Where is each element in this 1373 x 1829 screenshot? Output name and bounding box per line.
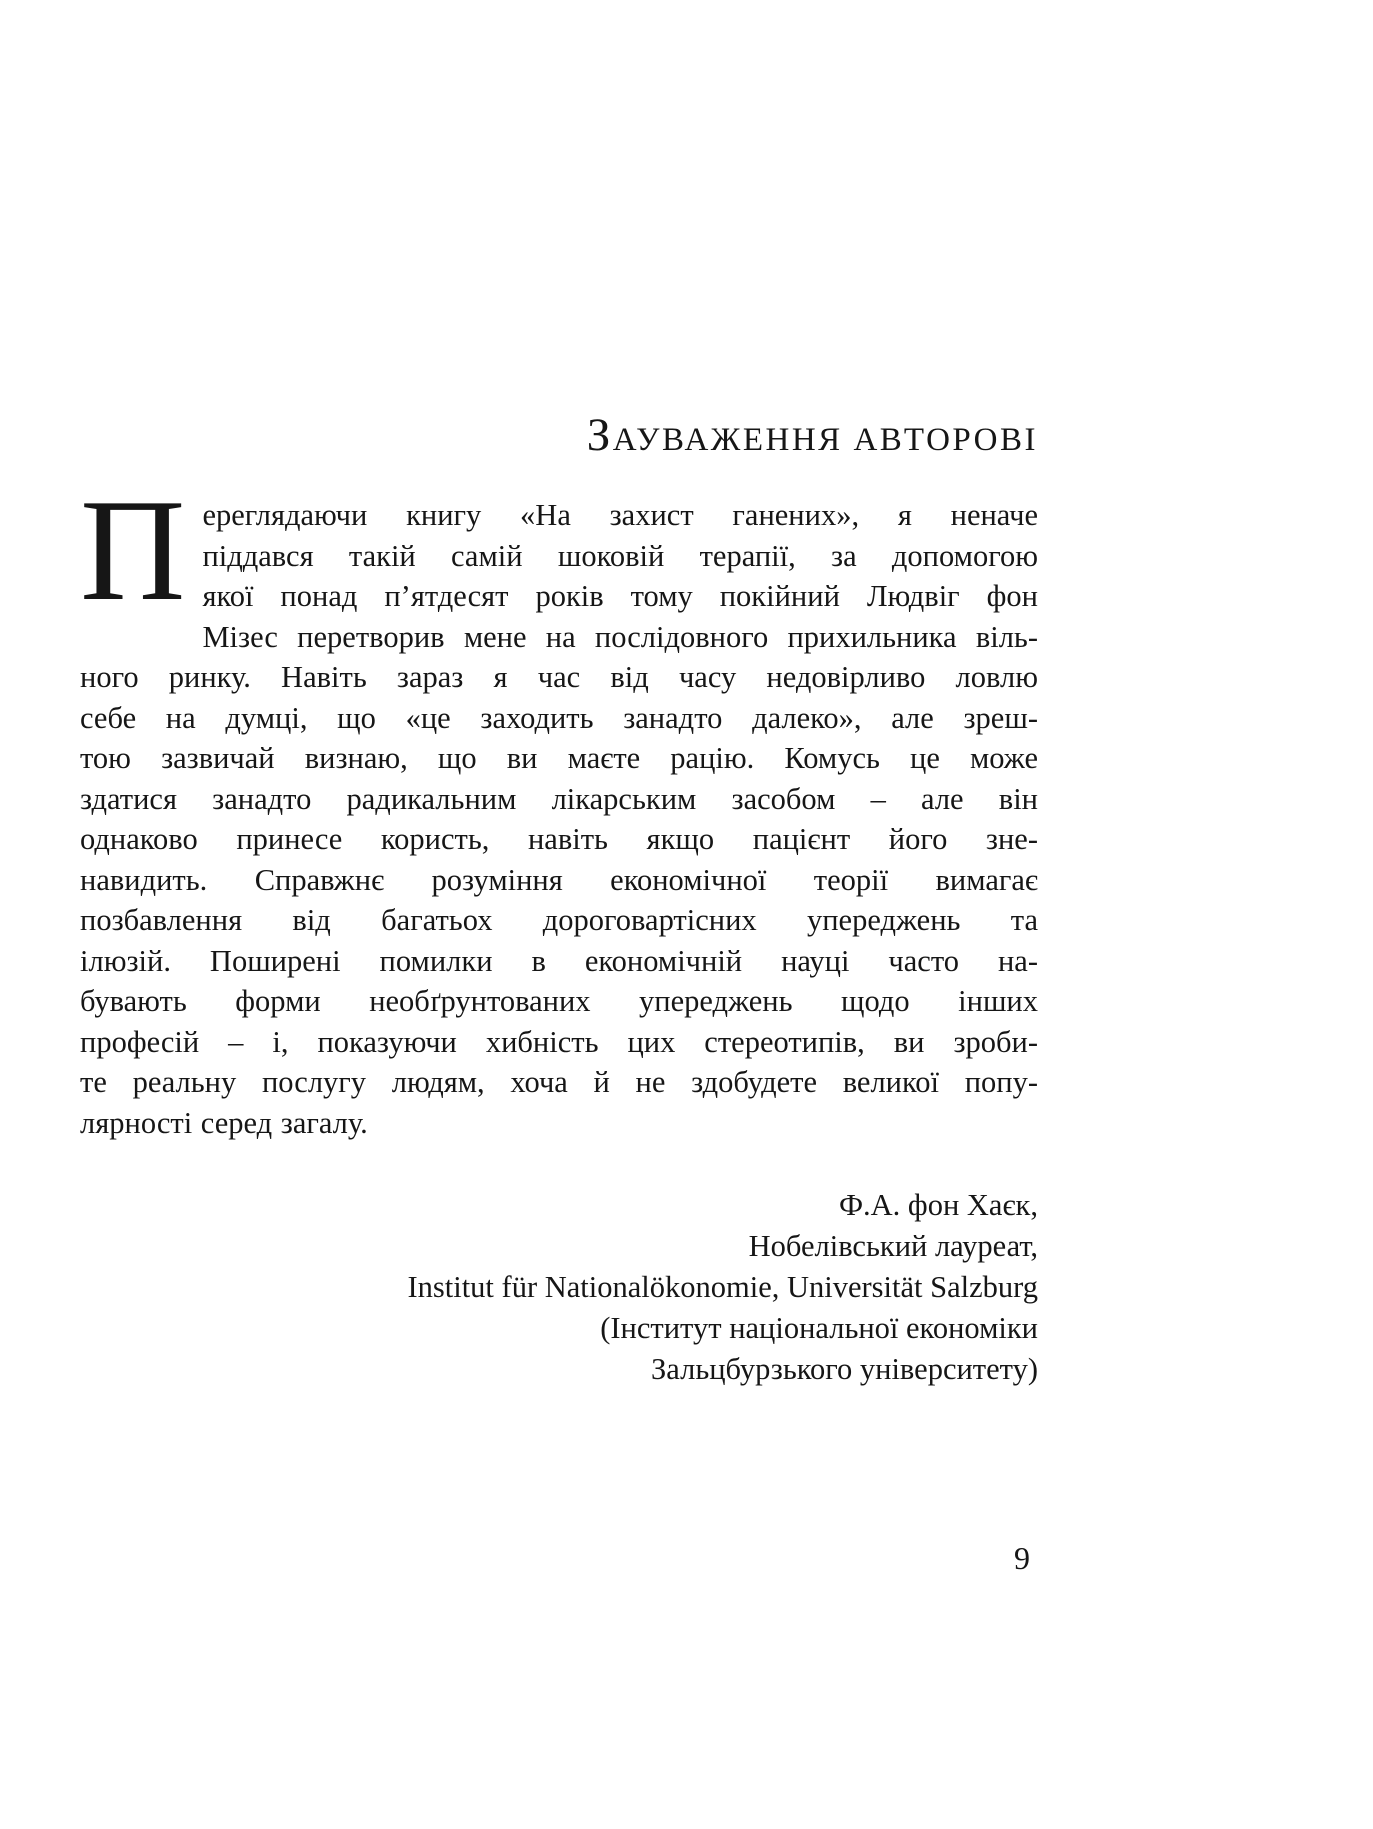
body-text-line: Мізес перетворив мене на послідовного прихильника віль- <box>202 619 1038 654</box>
body-text-line: ного ринку. Навіть зараз я час від часу недовірливо ловлю <box>80 660 1038 694</box>
body-text-line: піддався такій самій шоковій терапії, за допомогою <box>202 538 1038 573</box>
body-text-line: здатися занадто радикальним лікарським засобом – але він <box>80 781 1038 816</box>
chapter-title-text: АУВАЖЕННЯ АВТОРОВІ <box>612 422 1038 458</box>
text-block <box>80 409 1038 1390</box>
body-text-line: однаково принесе користь, навіть якщо пацієнт його зне- <box>80 822 1038 856</box>
signature-line: Зальцбурзького університету) <box>651 1352 1038 1386</box>
body-text-line: те реальну послугу людям, хоча й не здобудете великої попу- <box>80 1065 1038 1099</box>
chapter-title-initial: З <box>586 409 613 461</box>
body-text-line: навидить. Справжнє розуміння економічної теорії вимагає <box>80 862 1038 897</box>
body-text-line: якої понад п’ятдесят років тому покійний Людвіг фон <box>202 579 1038 613</box>
body-text-line: тою зазвичай визнаю, що ви маєте рацію. Комусь це може <box>80 741 1038 775</box>
body-text-line: позбавлення від багатьох дороговартісних упереджень та <box>80 903 1038 937</box>
body-text-line: бувають форми необґрунтованих упереджень щодо інших <box>80 984 1038 1018</box>
signature-line: Institut für Nationalökonomie, Universität Salzburg <box>407 1270 1038 1304</box>
body-text-line: ілюзій. Поширені помилки в економічній науці часто на- <box>80 943 1038 978</box>
body-text-line: себе на думці, що «це заходить занадто далеко», але зреш- <box>80 700 1038 735</box>
signature-line: Нобелівський лауреат, <box>748 1229 1038 1263</box>
body-text-line: лярності серед загалу. <box>80 1105 368 1140</box>
author-note-paragraph <box>80 469 1038 1143</box>
body-text-line: професій – і, показуючи хибність цих стереотипів, ви зроби- <box>80 1024 1038 1059</box>
chapter-title <box>80 409 1038 461</box>
page-number: 9 <box>1014 1540 1030 1576</box>
signature-line: (Інститут національної економіки <box>600 1311 1038 1345</box>
drop-cap: П <box>80 469 186 631</box>
signature-block <box>80 1185 1038 1390</box>
signature-line: Ф.А. фон Хаєк, <box>838 1188 1038 1222</box>
paragraph-lines <box>80 469 1038 1143</box>
body-text-line: ереглядаючи книгу «На захист ганених», я неначе <box>202 498 1038 532</box>
